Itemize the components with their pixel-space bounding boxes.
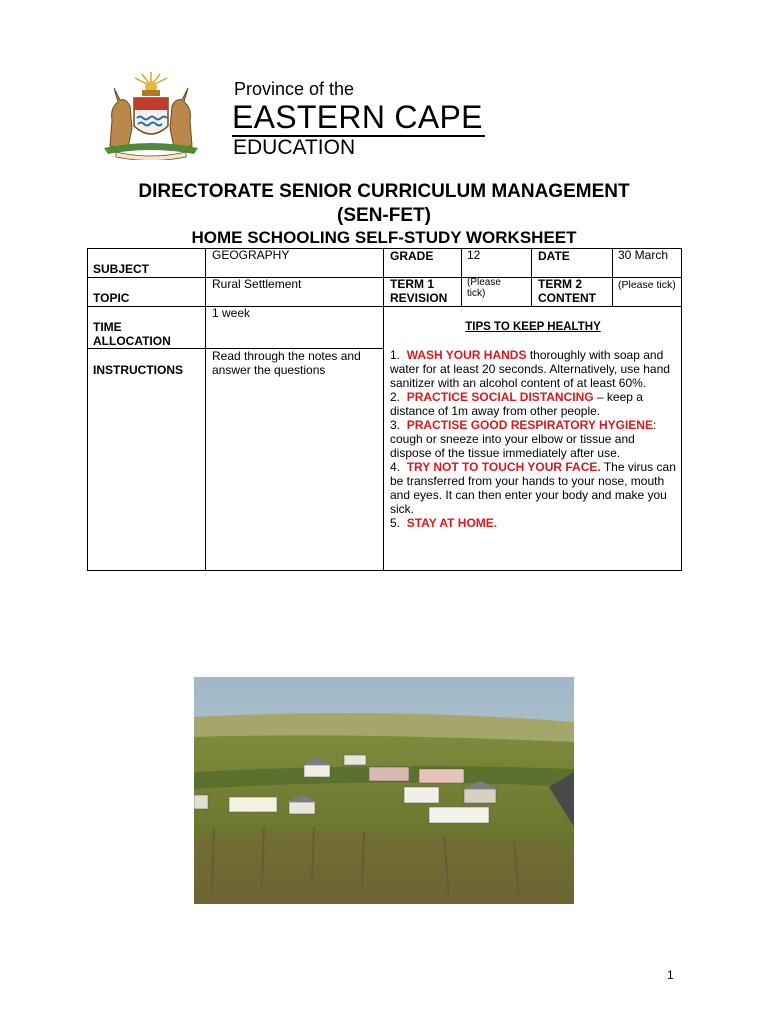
health-tips — [390, 320, 676, 530]
coat-of-arms-logo — [90, 68, 212, 160]
tip-4-text: The virus can be transferred from your hands to your nose, mouth and eyes. It can then enter your body and make you sick. — [390, 460, 676, 516]
subject-value: GEOGRAPHY — [212, 248, 290, 262]
rural-settlement-photo — [194, 677, 574, 904]
term1-tick-line2: tick) — [467, 288, 486, 299]
tip-2-text: – keep a distance of 1m away from other people. — [390, 390, 643, 418]
tip-4-number: 4. — [390, 460, 401, 474]
tip-5 — [390, 516, 676, 530]
province-name: EASTERN CAPE — [232, 99, 483, 135]
instructions-value: Read through the notes and answer the questions — [212, 349, 361, 377]
time-value: 1 week — [212, 306, 251, 320]
worksheet-title: HOME SCHOOLING SELF-STUDY WORKSHEET — [191, 228, 577, 247]
date-label: DATE — [538, 249, 570, 263]
term1-label-line1: TERM 1 — [390, 277, 435, 291]
tip-3 — [390, 418, 676, 460]
tip-2-heading: PRACTICE SOCIAL DISTANCING — [406, 390, 594, 404]
grade-value: 12 — [467, 248, 481, 262]
tip-5-number: 5. — [390, 516, 401, 530]
tip-1 — [390, 348, 676, 390]
grade-label: GRADE — [390, 249, 434, 263]
tip-4 — [390, 460, 676, 516]
time-label-line2: ALLOCATION — [93, 334, 171, 348]
topic-value: Rural Settlement — [212, 277, 302, 291]
page-number: 1 — [667, 968, 674, 982]
topic-label: TOPIC — [93, 291, 130, 305]
tip-3-heading: PRACTISE GOOD RESPIRATORY HYGIENE — [406, 418, 653, 432]
tip-4-heading: TRY NOT TO TOUCH YOUR FACE. — [406, 460, 601, 474]
instructions-label: INSTRUCTIONS — [93, 363, 183, 377]
term2-tick: (Please tick) — [618, 279, 676, 291]
date-value: 30 March — [618, 248, 669, 262]
term2-label-line1: TERM 2 — [538, 277, 583, 291]
tip-1-text: thoroughly with soap and water for at least 20 seconds. Alternatively, use hand sanitizer with an alcohol content of at least 60%. — [390, 348, 670, 390]
time-label-line1: TIME — [93, 320, 122, 334]
province-line: Province of the — [234, 79, 355, 99]
term1-label-line2: REVISION — [390, 291, 448, 305]
tip-3-number: 3. — [390, 418, 401, 432]
directorate-subtitle: (SEN-FET) — [337, 205, 431, 226]
tip-2-number: 2. — [390, 390, 401, 404]
tip-5-heading: STAY AT HOME. — [406, 516, 498, 530]
directorate-title: DIRECTORATE SENIOR CURRICULUM MANAGEMENT — [138, 181, 630, 202]
department-name: EDUCATION — [233, 136, 356, 159]
tip-3-text: : cough or sneeze into your elbow or tissue and dispose of the tissue immediately after use. — [390, 418, 657, 460]
subject-label: SUBJECT — [93, 262, 150, 276]
tip-1-number: 1. — [390, 348, 401, 362]
tip-1-heading: WASH YOUR HANDS — [406, 348, 527, 362]
term1-tick-line1: (Please — [467, 277, 501, 288]
term2-label-line2: CONTENT — [538, 291, 596, 305]
tips-title: TIPS TO KEEP HEALTHY — [465, 321, 601, 333]
tip-2 — [390, 390, 676, 418]
